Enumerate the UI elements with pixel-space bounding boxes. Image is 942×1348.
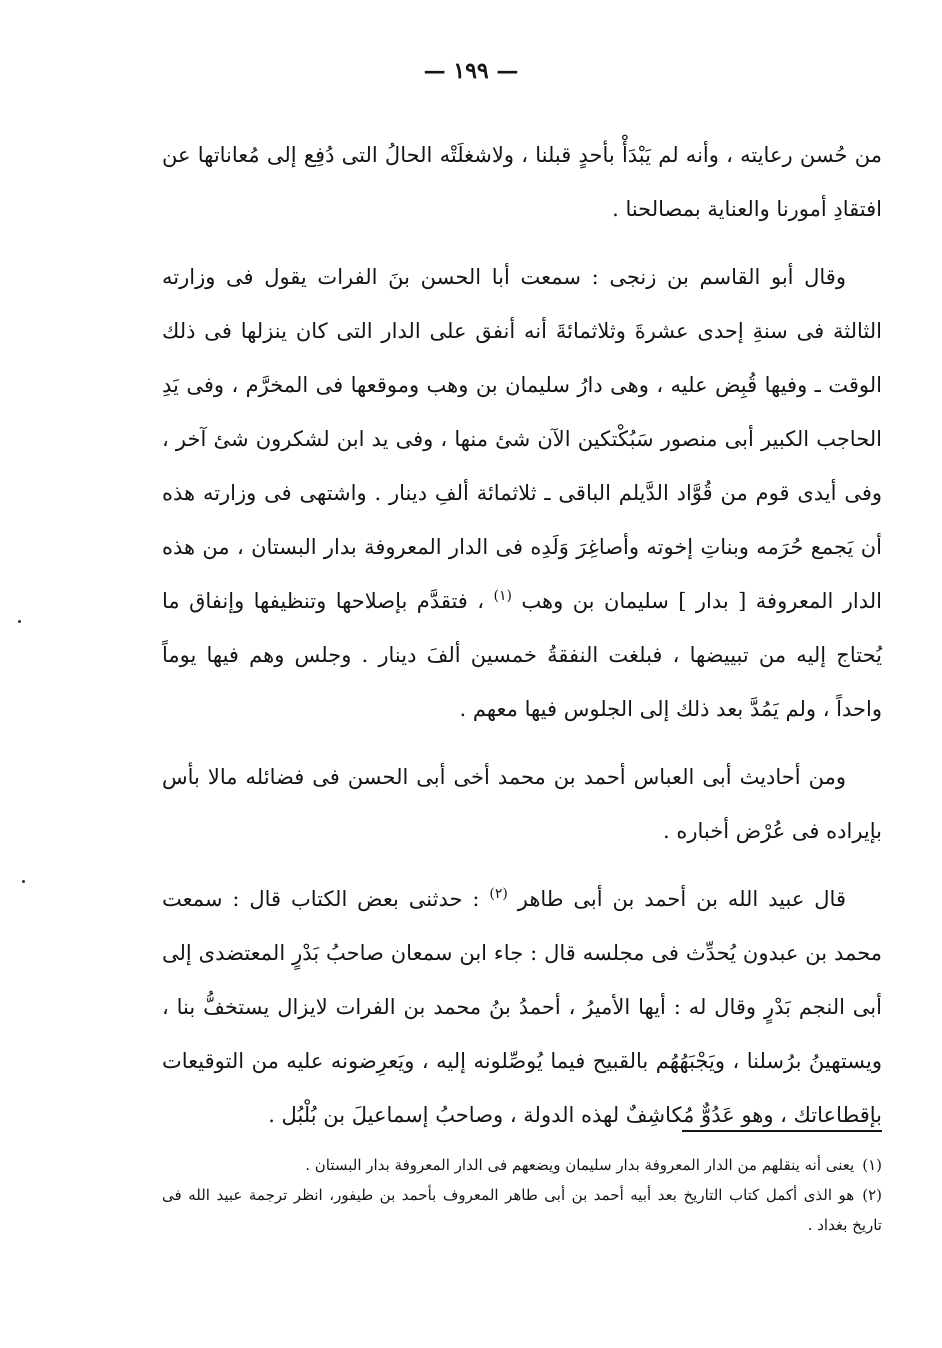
paragraph-4 (162, 872, 882, 1142)
paragraph-2-text: وقال أبو القاسم بن زنجى : سمعت أبا الحسن بنَ الفرات يقول فى وزارته الثالثة فى سنةِ إحدى عشرةَ وثلاثمائةَ أنه أنفق على الدار التى كان ينزلها فى ذلك الوقت ـ وفيها قُبِض عليه ، وهى دارُ سليمان بن وهب وموقعها فى المخرَّم ، وفى يَدِ الحاجب الكبير أبى منصور سَبُكْتكين الآن شئ منها ، وفى يد ابن لشكرون شئ آخر ، وفى أيدى قوم من قُوَّاد الدَّيلم الباقى ـ ثلاثمائة ألفِ دينار . واشتهى فى وزارته هذه أن يَجمع حُرَمه وبناتِ إخوته وأصاغِرَ وَلَدِه فى الدار المعروفة بدار البستان ، من هذه الدار المعروفة [ بدار ] سليمان بن وهب (162, 265, 883, 613)
page-number: — ١٩٩ — (423, 58, 519, 84)
paragraph-3: ومن أحاديث أبى العباس أحمد بن محمد أخى أبى الحسن فى فضائله مالا بأس بإيراده فى عُرْض أخباره . (162, 765, 882, 843)
main-text (162, 128, 882, 1142)
paragraph-2 (162, 250, 882, 736)
paragraph-4-text: قال عبيد الله بن أحمد بن أبى طاهر (517, 887, 846, 911)
footnote-1 (162, 1150, 882, 1180)
footnote-ref-1[interactable]: (١) (493, 588, 512, 604)
footnotes (162, 1150, 882, 1240)
scan-speck (22, 880, 25, 883)
footnote-2-text: هو الذى أكمل كتاب التاريخ بعد أبيه أحمد بن أبى طاهر المعروف بأحمد بن طيفور، انظر ترجمة عبيد الله فى تاريخ بغداد . (162, 1186, 882, 1234)
footnote-2-number: (٢) (862, 1186, 882, 1204)
footnote-divider (682, 1130, 882, 1132)
paragraph-2-continuation: ، فتقدَّم بإصلاحها وتنظيفها وإنفاق ما يُحتاج إليه من تبييضها ، فبلغت النفقةُ خمسين ألفَ دينار . وجلس وهم فيها يوماً واحداً ، ولم يَمُدَّ بعد ذلك إلى الجلوس فيها معهم . (162, 589, 882, 721)
footnote-2 (162, 1180, 882, 1240)
paragraph-4-continuation: : حدثنى بعض الكتاب قال : سمعت محمد بن عبدون يُحدِّث فى مجلسه قال : جاء ابن سمعان صاحبُ بَدْرٍ المعتضدى إلى أبى النجم بَدْرٍ وقال له : أيها الأميرُ ، أحمدُ بنُ محمد بن الفرات لايزال يستخفُّ بنا ، ويستهينُ برُسلنا ، ويَجْبَهُهُم بالقبيح فيما يُوصِّلونه إليه ، ويَعرِضونه عليه من التوقيعات بإقطاعاتك ، وهو عَدُوٌّ مُكاشِفٌ لهذه الدولة ، وصاحبُ إسماعيلَ بن بُلْبُل . (162, 887, 882, 1127)
footnote-ref-2[interactable]: (٢) (489, 886, 508, 902)
scan-speck (18, 620, 21, 623)
footnote-1-number: (١) (862, 1156, 882, 1174)
footnote-1-text: يعنى أنه ينقلهم من الدار المعروفة بدار سليمان ويضعهم فى الدار المعروفة بدار البستان . (305, 1156, 855, 1174)
paragraph-1: من حُسن رعايته ، وأنه لم يَبْدَأْ بأحدٍ قبلنا ، ولاشغلَتْه الحالُ التى دُفِع إلى مُعاناتها عن افتقادِ أمورنا والعناية بمصالحنا . (162, 143, 882, 221)
